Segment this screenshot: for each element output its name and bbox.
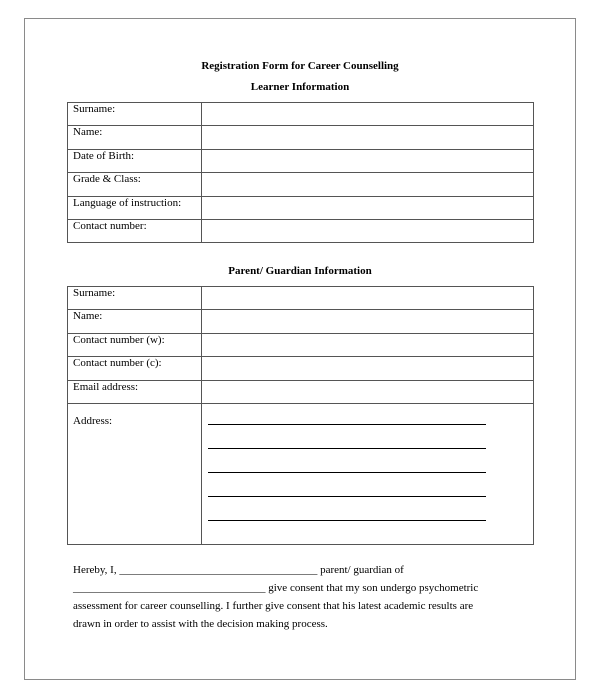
contact-w-label: Contact number (w): [68,333,202,356]
table-row [68,380,534,403]
address-line[interactable] [208,496,486,497]
consent-line: drawn in order to assist with the decision making process. [73,618,328,630]
learner-contact-field[interactable] [202,219,534,242]
contact-c-label: Contact number (c): [68,357,202,380]
address-line[interactable] [208,520,486,521]
parent-contact-c-field[interactable] [202,357,534,380]
name-label: Name: [68,126,202,149]
parent-address-field[interactable] [202,403,534,544]
table-row [68,103,534,126]
table-row [68,310,534,333]
parent-contact-w-field[interactable] [202,333,534,356]
learner-heading: Learner Information [250,81,350,93]
table-row [68,287,534,310]
form-title: Registration Form for Career Counselling [201,60,399,72]
table-row [68,333,534,356]
address-line[interactable] [208,472,486,473]
parent-surname-field[interactable] [202,287,534,310]
table-row [68,357,534,380]
grade-class-label: Grade & Class: [68,173,202,196]
table-row [68,126,534,149]
learner-table [67,102,534,243]
learner-grade-class-field[interactable] [202,173,534,196]
consent-paragraph [73,561,533,633]
contact-label: Contact number: [68,219,202,242]
parent-heading: Parent/ Guardian Information [228,265,372,277]
language-label: Language of instruction: [68,196,202,219]
learner-language-field[interactable] [202,196,534,219]
consent-line: ___________________________________ give consent that my son undergo psychometric [73,582,479,594]
address-label: Address: [68,403,202,544]
address-line[interactable] [208,448,486,449]
surname-label: Surname: [68,103,202,126]
consent-line: assessment for career counselling. I further give consent that his latest academic results are [73,600,474,612]
address-line[interactable] [208,424,486,425]
parent-email-field[interactable] [202,380,534,403]
learner-name-field[interactable] [202,126,534,149]
table-row [68,149,534,172]
email-label: Email address: [68,380,202,403]
table-row [68,196,534,219]
parent-name-field[interactable] [202,310,534,333]
learner-surname-field[interactable] [202,103,534,126]
table-row [68,219,534,242]
parent-table [67,286,534,545]
consent-line: Hereby, I, ____________________________________ parent/ guardian of [73,564,404,576]
parent-surname-label: Surname: [68,287,202,310]
learner-dob-field[interactable] [202,149,534,172]
parent-name-label: Name: [68,310,202,333]
table-row [68,173,534,196]
table-row [68,403,534,544]
dob-label: Date of Birth: [68,149,202,172]
